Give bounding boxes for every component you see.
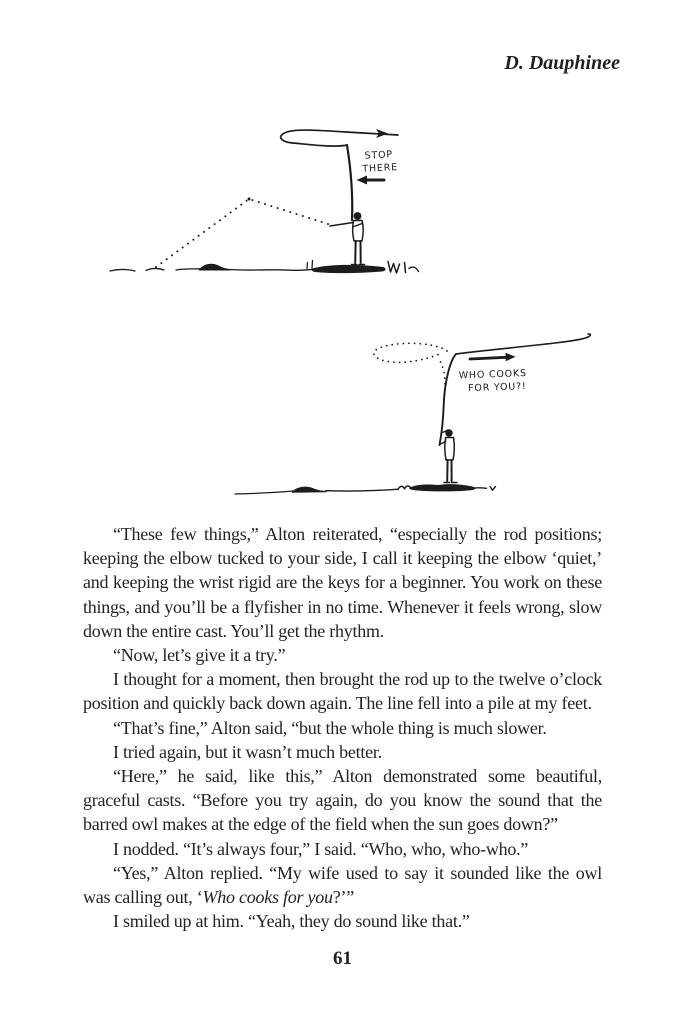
running-header-author: D. Dauphinee <box>504 52 620 74</box>
who-cooks-label <box>459 368 528 394</box>
fly-line-forward <box>456 334 590 354</box>
body-paragraph: I nodded. “It’s always four,” I said. “Who, who, who-who.” <box>113 838 529 859</box>
body-paragraph: “Now, let’s give it a try.” <box>113 645 286 666</box>
rod-butt-line <box>330 223 353 227</box>
ground-line <box>235 484 496 494</box>
body-text <box>83 522 602 933</box>
left-arrow-icon <box>357 176 385 185</box>
body-paragraph: I thought for a moment, then brought the rod up to the twelve o’clock position and quickly back down again. The line fell into a pile at my feet. <box>83 669 602 714</box>
grass-marks <box>388 262 400 274</box>
body-paragraph <box>83 861 602 909</box>
angler-figure <box>352 212 365 264</box>
who-cooks-label-line2: FOR YOU?! <box>468 381 527 395</box>
rock-mound <box>292 487 327 493</box>
illustration-fly-cast-stop <box>100 110 440 290</box>
page-number: 61 <box>333 948 352 969</box>
body-paragraph: “That’s fine,” Alton said, “but the whole thing is much slower. <box>113 717 547 738</box>
ground-scribble <box>312 265 386 273</box>
right-arrow-icon <box>470 353 516 362</box>
ground-scribble <box>409 484 475 491</box>
p8-prefix: “Yes,” Alton replied. “My wife used to say it sounded like the owl was calling out, ‘ <box>83 862 602 908</box>
angler-figure <box>440 429 458 482</box>
stop-there-label-line1: STOP <box>364 149 394 162</box>
cast-trajectory-dotted <box>156 198 331 268</box>
fly-line-loop-top <box>281 129 398 146</box>
illustration-fly-cast-owl-call <box>225 330 645 510</box>
fly-rod <box>347 145 352 220</box>
body-paragraph: “These few things,” Alton reiterated, “especially the rod positions; keeping the elbow tucked to your side, I call it keeping the elbow ‘quiet,’ and keeping the wrist rigid are the keys for a beginner. You work on these things, and you’ll be a flyfisher in no time. Whenever it feels wrong, slow down the entire cast. You’ll get the rhythm. <box>83 524 602 641</box>
stop-there-label-line2: THERE <box>362 161 399 175</box>
p8-italic-owl-call: Who cooks for you <box>202 887 333 908</box>
body-paragraph: “Here,” he said, like this,” Alton demonstrated some beautiful, graceful casts. “Before you try again, do you know the sound that the barred owl makes at the edge of the field when the sun goes down?” <box>83 766 602 835</box>
p8-suffix: ?’” <box>332 887 354 908</box>
body-paragraph: I smiled up at him. “Yeah, they do sound like that.” <box>113 911 470 932</box>
body-paragraph: I tried again, but it wasn’t much better. <box>113 741 382 762</box>
stop-there-label <box>360 149 398 175</box>
who-cooks-label-line1: WHO COOKS <box>458 368 528 382</box>
check-mark <box>490 487 496 491</box>
rock-mound <box>199 264 231 271</box>
dotted-line-loop <box>374 343 447 396</box>
